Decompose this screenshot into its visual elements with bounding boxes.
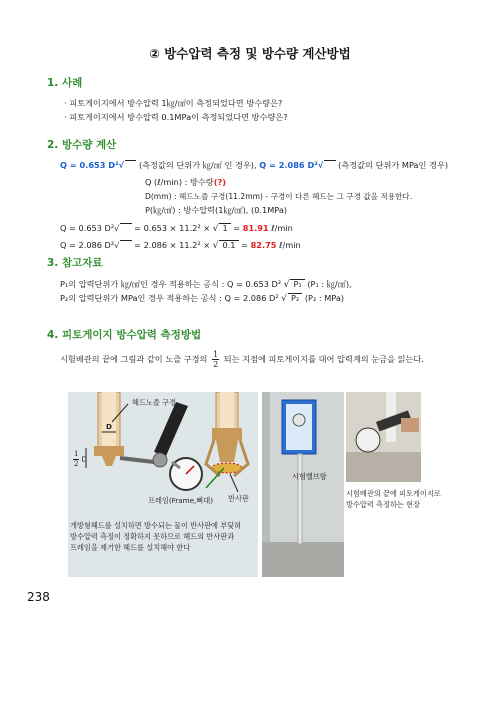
formula-mpa-root xyxy=(324,160,335,170)
label-deflector: 반사판 xyxy=(228,494,249,503)
calc1-empty-root xyxy=(120,223,131,233)
half-fraction xyxy=(212,350,219,369)
section-1-heading: 1. 사례 xyxy=(47,77,83,89)
ref1-text: P₁의 압력단위가 ㎏/㎠인 경우 적용하는 공식 : Q = 0.653 D² xyxy=(60,279,282,289)
calc1-eq: = xyxy=(230,223,243,233)
label-half-d-letter: D xyxy=(81,454,88,464)
calc1-root-sign: √ xyxy=(212,224,219,234)
formula-kgf-root xyxy=(125,160,136,170)
ref2-root: P₂ xyxy=(288,293,302,303)
formula-mpa-note: (측정값의 단위가 MPa인 경우) xyxy=(335,160,449,170)
formula-kgf-note: (측정값의 단위가 ㎏/㎠ 인 경우), xyxy=(136,160,257,170)
formula-line xyxy=(60,160,448,171)
calc2-unit: ℓ/min xyxy=(276,240,301,250)
ref-line-1 xyxy=(60,279,352,290)
ref1-root-sign: √ xyxy=(283,280,290,290)
ref1-root: P₁ xyxy=(290,279,304,289)
diagram-note xyxy=(70,520,241,553)
calc1-left: Q = 0.653 D²√ xyxy=(60,223,120,233)
calc2-root: 0.1 xyxy=(219,240,238,250)
section-2-heading: 2. 방수량 계산 xyxy=(47,139,117,151)
formula-kgf: Q = 0.653 D²√ xyxy=(60,160,125,170)
label-half-d xyxy=(71,450,87,469)
photo-test-valve-box-image xyxy=(262,392,344,577)
calc1-result: 81.91 xyxy=(242,223,269,233)
diagram-note-line: 개방형헤드를 설치하면 방수되는 물이 반사판에 부딪혀 xyxy=(70,521,242,530)
def-d: D(mm) : 헤드노즐 구경(11.2mm) - 구경이 다른 헤드는 그 구경 값을 적용한다. xyxy=(145,192,413,201)
case-item-1: · 피토게이지에서 방수압력 1㎏/㎠이 측정되었다면 방수량은? xyxy=(64,98,283,108)
half-fraction-num: 1 xyxy=(213,350,219,359)
pitot-diagram xyxy=(68,392,258,577)
calc2-eq: = xyxy=(238,240,251,250)
calc1-unit: ℓ/min xyxy=(268,223,293,233)
method-desc-b: 되는 지점에 피토게이지를 대어 압력계의 눈금을 읽는다. xyxy=(223,354,424,364)
calc2-result: 82.75 xyxy=(250,240,277,250)
photo2-caption-line: 시험배관의 끝에 피토게이지로 xyxy=(346,489,441,498)
calc2-left: Q = 2.086 D²√ xyxy=(60,240,120,250)
photo2-caption-line: 방수압력 측정하는 현장 xyxy=(346,500,421,509)
label-d: D xyxy=(106,422,112,431)
page-title: ② 방수압력 측정 및 방수량 계산방법 xyxy=(149,46,351,61)
calc1-root: 1 xyxy=(219,223,230,233)
photo-field-measurement-image xyxy=(346,392,421,482)
calc1-mid: = 0.653 × 11.2² × xyxy=(131,223,211,233)
ref2-text: P₂의 압력단위가 MPa인 경우 적용하는 공식 : Q = 2.086 D² xyxy=(60,293,279,303)
ref-line-2 xyxy=(60,293,344,304)
def-q-mark: (?) xyxy=(213,177,226,187)
method-desc xyxy=(60,350,424,369)
ref1-unit: (P₁ : ㎏/㎠), xyxy=(307,279,352,289)
calc2-mid: = 2.086 × 11.2² × xyxy=(131,240,211,250)
photo1-caption: 시험밸브함 xyxy=(292,472,327,481)
label-nozzle: 헤드노즐 구경 xyxy=(132,398,176,407)
photo-test-valve-box xyxy=(262,392,344,577)
method-desc-a: 시험배관의 끝에 그림과 같이 노즐 구경의 xyxy=(60,354,208,364)
def-q xyxy=(145,177,226,188)
section-4-heading: 4. 피토게이지 방수압력 측정방법 xyxy=(47,329,202,341)
section-3-heading: 3. 참고자료 xyxy=(47,257,103,269)
calc2-root-sign: √ xyxy=(212,241,219,251)
page-number: 238 xyxy=(27,590,50,604)
label-frame: 프레임(Frame,뼈대) xyxy=(148,496,214,505)
half-fraction-den: 2 xyxy=(213,360,219,369)
calc-line-2 xyxy=(60,240,301,251)
diagram-note-line: 프레임을 제거한 헤드를 설치해야 한다 xyxy=(70,543,191,552)
photo2-caption xyxy=(346,488,441,510)
label-half-num: 1 xyxy=(74,450,79,458)
ref2-unit: (P₂ : MPa) xyxy=(304,293,345,303)
label-half-frac xyxy=(73,450,79,469)
def-p: P(㎏/㎠) : 방수압력(1㎏/㎠), (0.1MPa) xyxy=(145,205,288,215)
formula-mpa: Q = 2.086 D²√ xyxy=(259,160,324,170)
photo-field-measurement xyxy=(346,392,421,482)
calc-line-1 xyxy=(60,223,293,234)
case-item-2: · 피토게이지에서 방수압력 0.1MPa이 측정되었다면 방수량은? xyxy=(64,112,288,122)
label-half-den: 2 xyxy=(74,460,79,468)
diagram-note-line: 방수압력 측정이 정확하지 못하므로 헤드의 반사판과 xyxy=(70,532,235,541)
ref2-root-sign: √ xyxy=(281,294,287,304)
def-q-text: Q (ℓ/min) : 방수량 xyxy=(145,177,214,187)
calc2-empty-root xyxy=(120,240,131,250)
